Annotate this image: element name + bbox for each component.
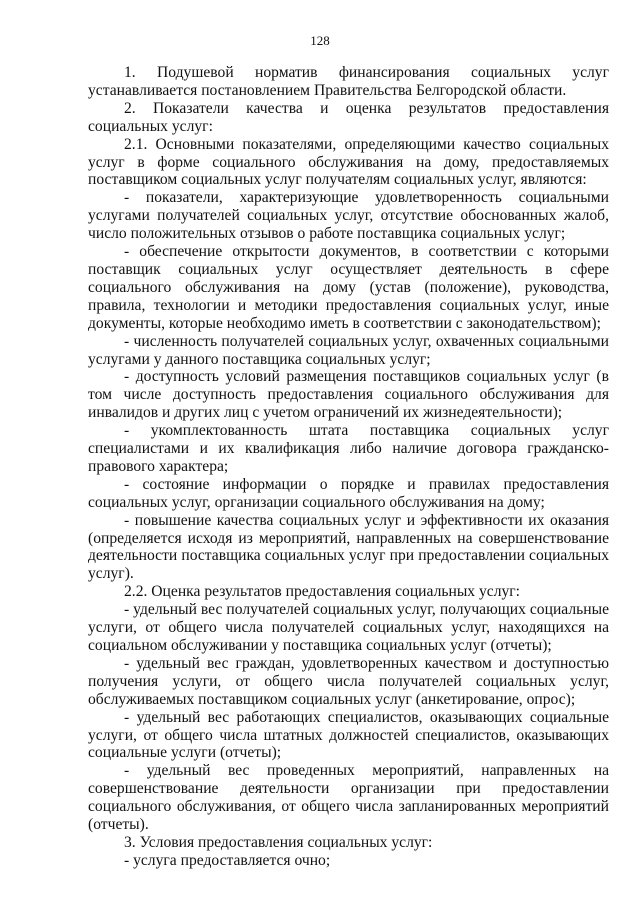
list-item: - удельный вес проведенных мероприятий, направленных на совершенствование деятельности организации при предоставлении социального обслуживания, от общего числа запланированных мероприятий (отчеты). [88,762,609,834]
list-item: - состояние информации о порядке и правилах предоставления социальных услуг, организации социального обслуживания на дому; [88,475,609,511]
list-item: - удельный вес граждан, удовлетворенных качеством и доступностью получения услуги, от общего числа получателей социальных услуг, обслуживаемых поставщиком социальных услуг (анкетирование, опрос); [88,654,609,708]
list-item: - повышение качества социальных услуг и эффективности их оказания (определяется исходя из мероприятий, направленных на совершенствование деятельности поставщика социальных услуг при предоставлении социальных услуг). [88,511,609,583]
paragraph-2: 2. Показатели качества и оценка результатов предоставления социальных услуг: [88,99,609,135]
list-item: - показатели, характеризующие удовлетворенность социальными услугами получателей социальных услуг, отсутствие обоснованных жалоб, число положительных отзывов о работе поставщика социальных услуг; [88,189,609,243]
paragraph-3: 3. Условия предоставления социальных услуг: [124,833,433,851]
list-item: - укомплектованность штата поставщика социальных услуг специалистами и их квалификация либо наличие договора гражданско-правового характера; [88,422,609,475]
paragraph-2-2: 2.2. Оценка результатов предоставления социальных услуг: [124,583,521,601]
paragraph-1: 1. Подушевой норматив финансирования социальных услуг устанавливается постановлением Правительства Белгородской области. [88,64,609,99]
paragraph-2-1: 2.1. Основными показателями, определяющими качество социальных услуг в форме социального обслуживания на дому, предоставляемых поставщиком социальных услуг получателям социальных услуг, являются: [88,135,609,189]
list-item: - обеспечение открытости документов, в соответствии с которыми поставщик социальных услуг осуществляет деятельность в сфере социального обслуживания на дому (устав (положение), руководства, правила, технологии и методики предоставления социальных услуг, иные документы, которые необходимо иметь в соответствии с законодательством); [88,243,609,332]
page-number: 128 [310,33,330,48]
list-item: - удельный вес работающих специалистов, оказывающих социальные услуги, от общего числа штатных должностей специалистов, оказывающих социальные услуги (отчеты); [88,708,609,762]
list-item: - доступность условий размещения поставщиков социальных услуг (в том числе доступность предоставления социального обслуживания для инвалидов и других лиц с учетом ограничений их жизнедеятельности); [88,368,609,422]
list-item: - удельный вес получателей социальных услуг, получающих социальные услуги, от общего числа получателей социальных услуг, находящихся на социальном обслуживании у поставщика социальных услуг (отчеты); [88,601,609,654]
list-item: - численность получателей социальных услуг, охваченных социальными услугами у данного поставщика социальных услуг; [88,332,609,368]
document-body [88,64,609,870]
list-item: - услуга предоставляется очно; [124,851,331,869]
